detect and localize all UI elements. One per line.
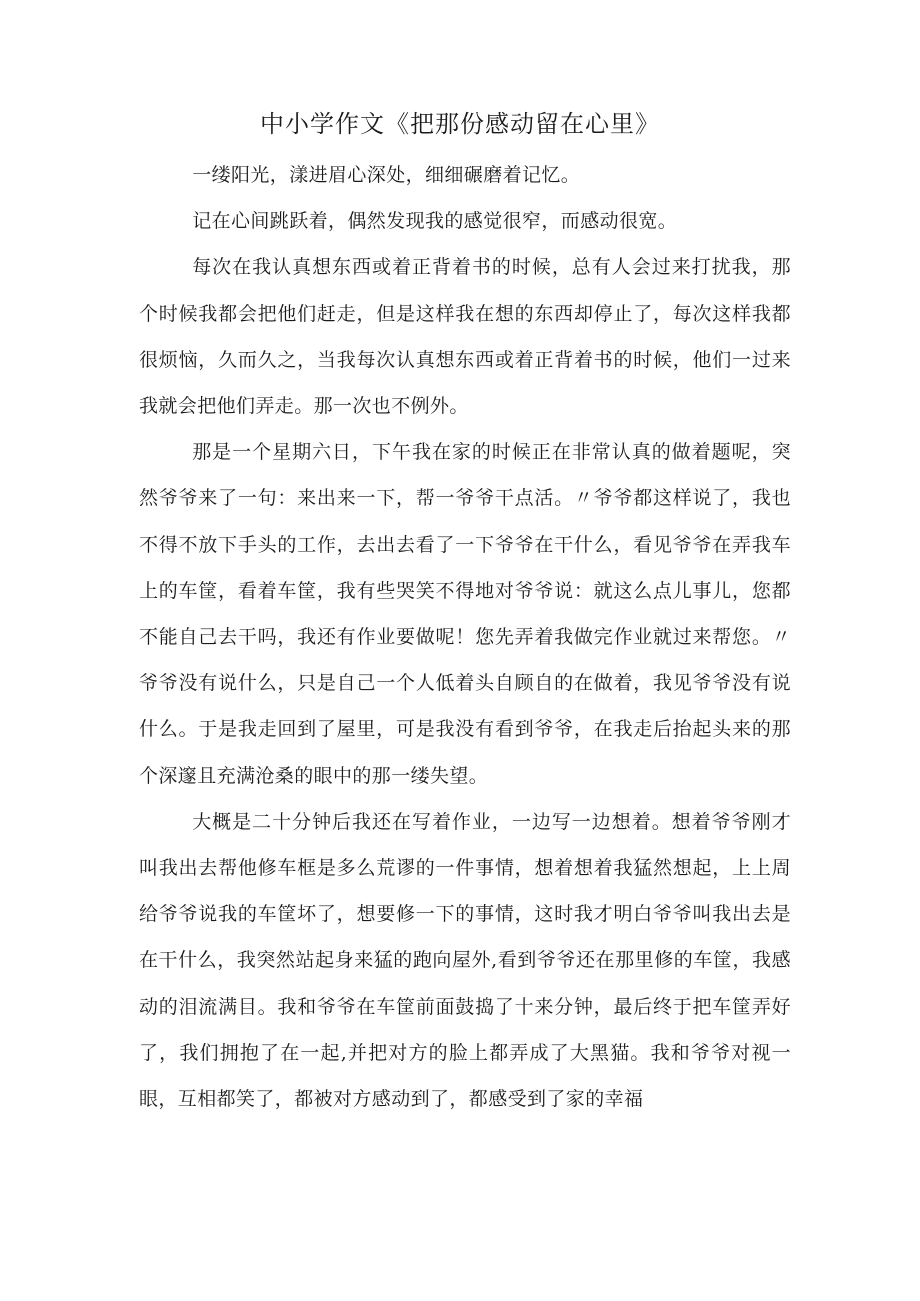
paragraph-4: 那是一个星期六日，下午我在家的时候正在非常认真的做着题呢，突然爷爷来了一句：来出来一下，帮一爷爷干点活。〃爷爷都这样说了，我也不得不放下手头的工作，去出去看了一下爷爷在干什么，看见爷爷在弄我车上的车筐，看着车筐，我有些哭笑不得地对爷爷说：就这么点儿事儿，您都不能自己去干吗，我还有作业要做呢！您先弄着我做完作业就过来帮您。〃爷爷没有说什么，只是自己一个人低着头自顾自的在做着，我见爷爷没有说什么。于是我走回到了屋里，可是我没有看到爷爷，在我走后抬起头来的那个深邃且充满沧桑的眼中的那一缕失望。: [139, 441, 791, 787]
document-body: [139, 152, 791, 1122]
paragraph-2: 记在心间跳跃着，偶然发现我的感觉很窄，而感动很宽。: [192, 210, 678, 233]
paragraph-3: 每次在我认真想东西或着正背着书的时候，总有人会过来打扰我，那个时候我都会把他们赶走，但是这样我在想的东西却停止了，每次这样我都很烦恼，久而久之，当我每次认真想东西或着正背着书的时候，他们一过来我就会把他们弄走。那一次也不例外。: [139, 256, 791, 418]
paragraph-1: 一缕阳光，漾进眉心深处，细细碾磨着记忆。: [192, 164, 581, 186]
paragraph-5: 大概是二十分钟后我还在写着作业，一边写一边想着。想着爷爷刚才叫我出去帮他修车框是多么荒谬的一件事情，想着想着我猛然想起，上上周给爷爷说我的车筐坏了，想要修一下的事情，这时我才明白爷爷叫我出去是在干什么，我突然站起身来猛的跑向屋外,看到爷爷还在那里修的车筐，我感动的泪流满目。我和爷爷在车筐前面鼓捣了十来分钟，最后终于把车筐弄好了，我们拥抱了在一起,并把对方的脸上都弄成了大黑猫。我和爷爷对视一眼，互相都笑了，都被对方感动到了，都感受到了家的幸福: [139, 810, 791, 1111]
document-title: 中小学作文《把那份感动留在心里》: [260, 110, 660, 138]
